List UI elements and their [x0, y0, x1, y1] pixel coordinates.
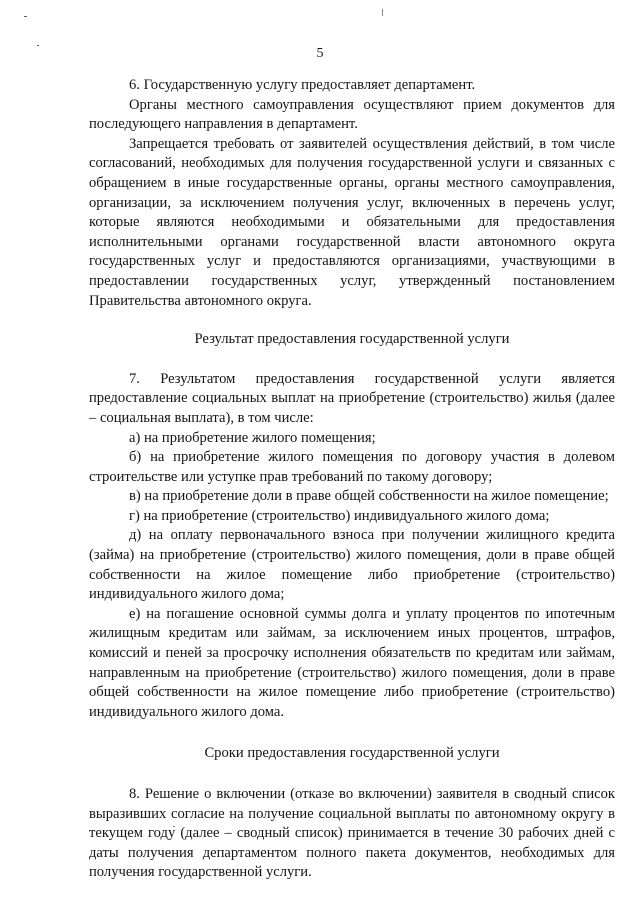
paragraph-local-authorities: Органы местного самоуправления осуществляют прием документов для последующего направления в департамент. [89, 96, 615, 133]
page-number: 5 [316, 46, 324, 61]
paragraph-item-7: 7. Результатом предоставления государственной услуги является предоставление социальных выплат на приобретение (строительство) жилья (далее – социальная выплата), в том числе: [89, 370, 615, 426]
list-item-b: б) на приобретение жилого помещения по договору участия в долевом строительстве или уступке прав требований по такому договору; [89, 449, 615, 485]
section-heading-terms: Сроки предоставления государственной услуги [204, 745, 500, 762]
scan-artifact [24, 16, 27, 17]
section-heading-result: Результат предоставления государственной услуги [194, 331, 510, 348]
paragraph-item-8: 8. Решение о включении (отказе во включении) заявителя в сводный список выразивших согласие на получение социальной выплаты по автономному округу в текущем году (далее – сводный список) принимается в течение 30 рабочих дней с даты получения департаментом полного пакета документов, необходимых для получения государственной услуги. [89, 786, 615, 881]
list-item-g: г) на приобретение (строительство) индивидуального жилого дома; [129, 507, 550, 524]
list-item-a: а) на приобретение жилого помещения; [129, 429, 376, 446]
scan-artifact [382, 9, 383, 16]
paragraph-item-6: 6. Государственную услугу предоставляет департамент. [129, 77, 476, 93]
paragraph-prohibition: Запрещается требовать от заявителей осуществления действий, в том числе согласований, необходимых для получения государственной услуги и связанных с обращением в иные государственные органы, органы местного самоуправления, организации, за исключением получения услуг, включенных в перечень услуг, которые являются необходимыми и обязательными для предоставления исполнительными органами государственной власти автономного округа государственных услуг и предоставляются организациями, участвующими в предоставлении государственных услуг, утвержденный постановлением Правительства автономного округа. [89, 135, 615, 309]
document-body [89, 76, 615, 883]
list-item-e: е) на погашение основной суммы долга и уплату процентов по ипотечным жилищным кредитам или займам, за исключением иных процентов, штрафов, комиссий и пеней за просрочку исполнения обязательств по кредитам или займам, направленным на приобретение (строительство) жилого помещения, доли в праве общей собственности на жилое помещение либо приобретение (строительство) индивидуального жилого дома. [89, 605, 615, 720]
list-item-v: в) на приобретение доли в праве общей собственности на жилое помещение; [129, 488, 609, 505]
list-item-d: д) на оплату первоначального взноса при получении жилищного кредита (займа) на приобретение (строительство) жилого помещения, доли в праве общей собственности на жилое помещение либо приобретение (строительство) индивидуального жилого дома; [89, 527, 615, 603]
